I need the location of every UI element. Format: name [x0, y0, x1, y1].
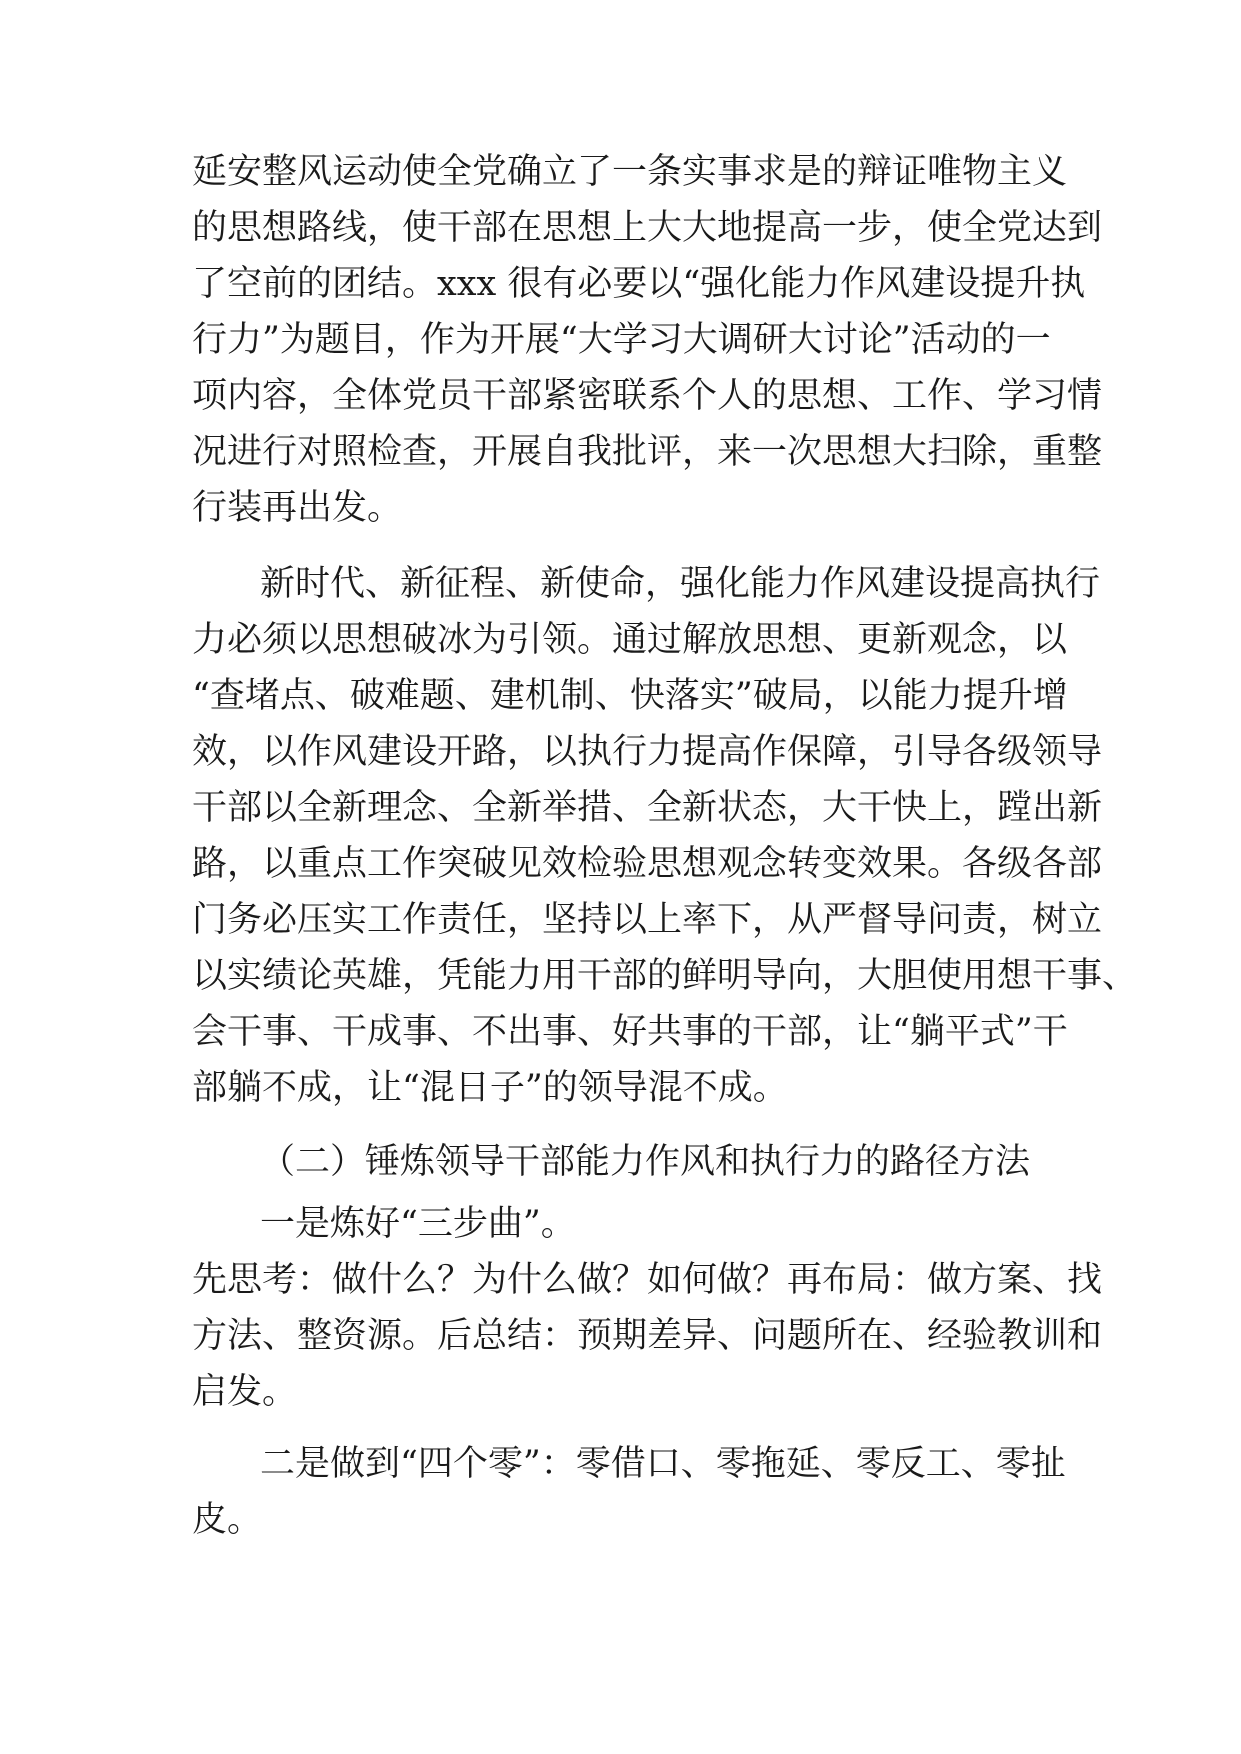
text-line: 部躺不成，让“混日子”的领导混不成。	[192, 1068, 788, 1108]
text-line: 启发。	[192, 1372, 298, 1412]
text-line: 新时代、新征程、新使命，强化能力作风建设提高执行	[260, 564, 1101, 604]
text-line: 的思想路线，使干部在思想上大大地提高一步，使全党达到	[192, 208, 1103, 248]
item-title: 一是炼好“三步曲”。	[260, 1204, 576, 1244]
text-line: 方法、整资源。后总结：预期差异、问题所在、经验教训和	[192, 1316, 1103, 1356]
section-heading: （二）锤炼领导干部能力作风和执行力的路径方法	[260, 1142, 1031, 1182]
text-line: 力必须以思想破冰为引领。通过解放思想、更新观念，以	[192, 620, 1068, 660]
text-line: 二是做到“四个零”：零借口、零拖延、零反工、零扯	[260, 1444, 1066, 1484]
text-line: 路，以重点工作突破见效检验思想观念转变效果。各级各部	[192, 844, 1103, 884]
text-line: 行装再出发。	[192, 488, 403, 528]
text-line: “查堵点、破难题、建机制、快落实”破局，以能力提升增	[192, 676, 1068, 716]
text-line: 效，以作风建设开路，以执行力提高作保障，引导各级领导	[192, 732, 1103, 772]
text-line: 皮。	[192, 1500, 263, 1540]
text-line: 会干事、干成事、不出事、好共事的干部，让“躺平式”干	[192, 1012, 1068, 1052]
text-line: 干部以全新理念、全新举措、全新状态，大干快上，蹚出新	[192, 788, 1103, 828]
text-line: 项内容，全体党员干部紧密联系个人的思想、工作、学习情	[192, 376, 1103, 416]
text-line: 先思考：做什么？为什么做？如何做？再布局：做方案、找	[192, 1260, 1103, 1300]
text-line: 以实绩论英雄，凭能力用干部的鲜明导向，大胆使用想干事、	[192, 956, 1138, 996]
text-line: 了空前的团结。xxx 很有必要以“强化能力作风建设提升执	[192, 264, 1086, 304]
text-line: 况进行对照检查，开展自我批评，来一次思想大扫除，重整	[192, 432, 1103, 472]
text-line: 延安整风运动使全党确立了一条实事求是的辩证唯物主义	[192, 152, 1068, 192]
text-line: 行力”为题目，作为开展“大学习大调研大讨论”活动的一	[192, 320, 1051, 360]
text-line: 门务必压实工作责任，坚持以上率下，从严督导问责，树立	[192, 900, 1103, 940]
